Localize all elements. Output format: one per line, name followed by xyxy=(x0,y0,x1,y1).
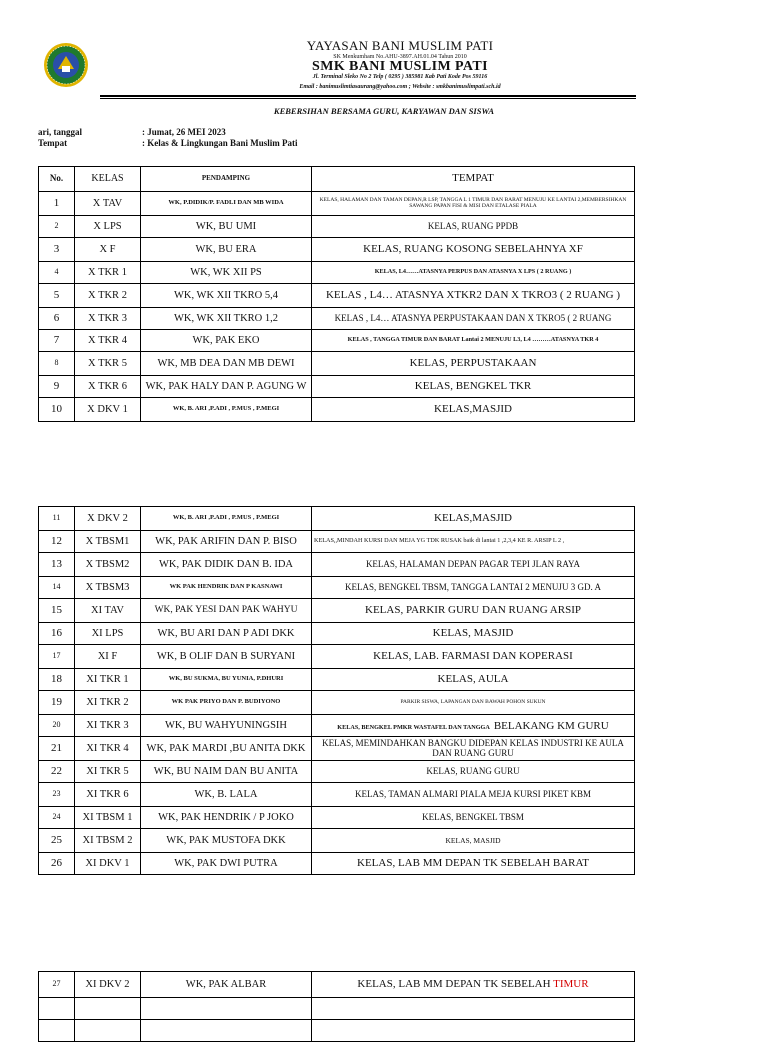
row-kelas: XI TKR 5 xyxy=(75,761,141,783)
row-pendamping: WK, MB DEA DAN MB DEWI xyxy=(141,352,312,376)
row-tempat: KELAS, PARKIR GURU DAN RUANG ARSIP xyxy=(312,599,635,623)
row-kelas: X TKR 5 xyxy=(75,352,141,376)
row-pendamping: WK, WK XII TKRO 1,2 xyxy=(141,308,312,330)
row-kelas: XI TKR 4 xyxy=(75,737,141,761)
row-pendamping: WK, B. ARI ,P.ADI , P.MUS , P.MEGI xyxy=(141,507,312,531)
table-row xyxy=(39,238,635,262)
row-kelas: X TAV xyxy=(75,192,141,216)
row-kelas xyxy=(75,998,141,1020)
header-no: No. xyxy=(39,167,75,192)
row-tempat: KELAS, RUANG GURU xyxy=(312,761,635,783)
row-kelas: XI TKR 2 xyxy=(75,691,141,715)
row-no: 15 xyxy=(39,599,75,623)
row-kelas: XI TBSM 2 xyxy=(75,829,141,853)
row-pendamping: WK, WK XII TKRO 5,4 xyxy=(141,284,312,308)
row-kelas: X TKR 3 xyxy=(75,308,141,330)
row-pendamping: WK PAK PRIYO DAN P. BUDIYONO xyxy=(141,691,312,715)
row-no: 16 xyxy=(39,623,75,645)
row-no: 22 xyxy=(39,761,75,783)
row-no: 27 xyxy=(39,972,75,998)
table-header-row xyxy=(39,167,635,192)
row-pendamping: WK, PAK MARDI ,BU ANITA DKK xyxy=(141,737,312,761)
row-no: 17 xyxy=(39,645,75,669)
row-pendamping: WK, PAK HALY DAN P. AGUNG W xyxy=(141,376,312,398)
row-tempat: KELAS,MASJID xyxy=(312,398,635,422)
row-kelas: XI TKR 1 xyxy=(75,669,141,691)
row-pendamping xyxy=(141,1020,312,1042)
letterhead xyxy=(0,0,768,100)
row-kelas: XI TKR 3 xyxy=(75,715,141,737)
row-pendamping: WK, PAK MUSTOFA DKK xyxy=(141,829,312,853)
row-no: 24 xyxy=(39,807,75,829)
school-contact: Email : banimuslimtiasaurang@yahoo.com ; Website : smkbanimuslimpati.sch.id xyxy=(299,84,501,90)
row-tempat: KELAS, HALAMAN DAN TAMAN DEPAN,R LSP, TANGGA L 1 TIMUR DAN BARAT MENUJU KE LANTAI 2,MEMBERSIHKAN SAWANG PAPAN FISI & MISI DAN ETALASE PIALA xyxy=(312,192,635,216)
row-no: 26 xyxy=(39,853,75,875)
table-row xyxy=(39,599,635,623)
row-no: 5 xyxy=(39,284,75,308)
row-tempat xyxy=(312,972,635,998)
row-tempat: KELAS , TANGGA TIMUR DAN BARAT Lantai 2 MENUJU L3, L4 ………ATASNYA TKR 4 xyxy=(312,330,635,352)
table-row xyxy=(39,262,635,284)
foundation-name: YAYASAN BANI MUSLIM PATI xyxy=(306,38,494,53)
table-row xyxy=(39,352,635,376)
row-no: 13 xyxy=(39,553,75,577)
day-date-value: : Jumat, 26 MEI 2023 xyxy=(142,127,226,137)
row-pendamping: WK, PAK YESI DAN PAK WAHYU xyxy=(141,599,312,623)
row-tempat: KELAS, LAB MM DEPAN TK SEBELAH BARAT xyxy=(312,853,635,875)
row-tempat-text: KELAS, LAB MM DEPAN TK SEBELAH xyxy=(357,977,554,990)
row-no: 12 xyxy=(39,531,75,553)
row-pendamping: WK, BU ERA xyxy=(141,238,312,262)
row-pendamping: WK PAK HENDRIK DAN P KASNAWI xyxy=(141,577,312,599)
row-pendamping: WK, BU ARI DAN P ADI DKK xyxy=(141,623,312,645)
row-kelas xyxy=(75,1020,141,1042)
table-row xyxy=(39,972,635,998)
table-row xyxy=(39,829,635,853)
row-no: 3 xyxy=(39,238,75,262)
school-address: Jl. Terminal Sleko No 2 Telp ( 0295 ) 385981 Kab Pati Kode Pos 59116 xyxy=(312,74,488,80)
row-no: 20 xyxy=(39,715,75,737)
row-tempat: KELAS, TAMAN ALMARI PIALA MEJA KURSI PIKET KBM xyxy=(312,783,635,807)
row-tempat: KELAS,,MINDAH KURSI DAN MEJA YG TDK RUSAK baik di lantai 1 ,2,3,4 KE R. ARSIP L 2 , xyxy=(312,531,635,553)
row-no: 11 xyxy=(39,507,75,531)
letterhead-divider xyxy=(100,95,636,97)
row-no: 18 xyxy=(39,669,75,691)
row-no: 10 xyxy=(39,398,75,422)
row-pendamping: WK, PAK DIDIK DAN B. IDA xyxy=(141,553,312,577)
row-no: 14 xyxy=(39,577,75,599)
row-tempat: KELAS,MASJID xyxy=(312,507,635,531)
row-pendamping: WK, WK XII PS xyxy=(141,262,312,284)
row-kelas: XI F xyxy=(75,645,141,669)
place-label: Tempat xyxy=(38,138,68,148)
roster-table-1 xyxy=(38,166,635,422)
row-pendamping xyxy=(141,998,312,1020)
table-row xyxy=(39,577,635,599)
row-kelas: XI LPS xyxy=(75,623,141,645)
row-kelas: X TBSM1 xyxy=(75,531,141,553)
row-tempat: KELAS , L4… ATASNYA XTKR2 DAN X TKRO3 ( 2 RUANG ) xyxy=(312,284,635,308)
table-row-empty xyxy=(39,1020,635,1042)
row-tempat: KELAS, HALAMAN DEPAN PAGAR TEPI JLAN RAYA xyxy=(312,553,635,577)
header-pendamping: PENDAMPING xyxy=(141,167,312,192)
table-row xyxy=(39,669,635,691)
row-tempat: KELAS, AULA xyxy=(312,669,635,691)
row-tempat: KELAS, MASJID xyxy=(312,829,635,853)
table-row-empty xyxy=(39,998,635,1020)
row-pendamping: WK, BU WAHYUNINGSIH xyxy=(141,715,312,737)
row-no: 9 xyxy=(39,376,75,398)
roster-table-3 xyxy=(38,971,635,1042)
row-tempat: KELAS, MEMINDAHKAN BANGKU DIDEPAN KELAS INDUSTRI KE AULA DAN RUANG GURU xyxy=(312,737,635,761)
row-tempat: KELAS, BENGKEL TKR xyxy=(312,376,635,398)
row-no: 23 xyxy=(39,783,75,807)
row-kelas: XI DKV 2 xyxy=(75,972,141,998)
document-title: KEBERSIHAN BERSAMA GURU, KARYAWAN DAN SISWA xyxy=(273,106,495,116)
row-kelas: X DKV 1 xyxy=(75,398,141,422)
header-tempat: TEMPAT xyxy=(312,167,635,192)
row-no: 8 xyxy=(39,352,75,376)
row-kelas: X LPS xyxy=(75,216,141,238)
header-kelas: KELAS xyxy=(75,167,141,192)
row-pendamping: WK, BU UMI xyxy=(141,216,312,238)
row-pendamping: WK, PAK DWI PUTRA xyxy=(141,853,312,875)
row-no: 19 xyxy=(39,691,75,715)
row-tempat: KELAS, RUANG PPDB xyxy=(312,216,635,238)
table-row xyxy=(39,376,635,398)
table-row xyxy=(39,807,635,829)
row-kelas: XI TAV xyxy=(75,599,141,623)
table-row xyxy=(39,216,635,238)
row-tempat: KELAS, RUANG KOSONG SEBELAHNYA XF xyxy=(312,238,635,262)
row-kelas: X TKR 6 xyxy=(75,376,141,398)
row-no: 6 xyxy=(39,308,75,330)
row-pendamping: WK, PAK ARIFIN DAN P. BISO xyxy=(141,531,312,553)
row-tempat: KELAS, PERPUSTAKAAN xyxy=(312,352,635,376)
row-no: 21 xyxy=(39,737,75,761)
letterhead-divider-thin xyxy=(100,98,636,99)
row-pendamping: WK, P.DIDIK/P. FADLI DAN MB WIDA xyxy=(141,192,312,216)
row-no xyxy=(39,998,75,1020)
table-row xyxy=(39,553,635,577)
school-logo-icon xyxy=(43,42,89,88)
row-tempat: PARKIR SISWA, LAPANGAN DAN BAWAH POHON SUKUN xyxy=(312,691,635,715)
row-tempat: KELAS, MASJID xyxy=(312,623,635,645)
row-kelas: XI DKV 1 xyxy=(75,853,141,875)
row-tempat-highlight: TIMUR xyxy=(553,977,589,990)
row-kelas: XI TBSM 1 xyxy=(75,807,141,829)
row-tempat xyxy=(312,1020,635,1042)
table-row xyxy=(39,715,635,737)
row-kelas: X F xyxy=(75,238,141,262)
row-no xyxy=(39,1020,75,1042)
row-tempat-large: BELAKANG KM GURU xyxy=(493,720,609,733)
row-kelas: X TKR 1 xyxy=(75,262,141,284)
row-pendamping: WK, B OLIF DAN B SURYANI xyxy=(141,645,312,669)
row-tempat: KELAS, L4……ATASNYA PERPUS DAN ATASNYA X LPS ( 2 RUANG ) xyxy=(312,262,635,284)
table-row xyxy=(39,531,635,553)
row-tempat: KELAS, BENGKEL TBSM xyxy=(312,807,635,829)
row-pendamping: WK, PAK EKO xyxy=(141,330,312,352)
table-row xyxy=(39,645,635,669)
row-kelas: X TKR 2 xyxy=(75,284,141,308)
row-kelas: XI TKR 6 xyxy=(75,783,141,807)
legal-registration: SK Menkumham No.AHU-3897.AH.01.04 Tahun 2010 xyxy=(333,54,467,60)
table-row xyxy=(39,308,635,330)
table-row xyxy=(39,192,635,216)
table-row xyxy=(39,853,635,875)
row-no: 1 xyxy=(39,192,75,216)
row-tempat xyxy=(312,998,635,1020)
row-pendamping: WK, PAK ALBAR xyxy=(141,972,312,998)
row-tempat xyxy=(312,715,635,737)
table-row xyxy=(39,623,635,645)
row-tempat: KELAS, LAB. FARMASI DAN KOPERASI xyxy=(312,645,635,669)
roster-table-2 xyxy=(38,506,635,875)
row-tempat-small: KELAS, BENGKEL PMKR WASTAFEL DAN TANGGA xyxy=(337,724,490,732)
day-date-label: ari, tanggal xyxy=(38,127,82,137)
table-row xyxy=(39,398,635,422)
school-name: SMK BANI MUSLIM PATI xyxy=(312,59,488,74)
row-kelas: X TBSM3 xyxy=(75,577,141,599)
table-row xyxy=(39,284,635,308)
row-tempat: KELAS, BENGKEL TBSM, TANGGA LANTAI 2 MENUJU 3 GD. A xyxy=(312,577,635,599)
row-no: 2 xyxy=(39,216,75,238)
table-row xyxy=(39,737,635,761)
row-kelas: X TBSM2 xyxy=(75,553,141,577)
row-pendamping: WK, B. ARI ,P.ADI , P.MUS , P.MEGI xyxy=(141,398,312,422)
row-pendamping: WK, BU SUKMA, BU YUNIA, P.DHURI xyxy=(141,669,312,691)
table-row xyxy=(39,507,635,531)
row-tempat: KELAS , L4… ATASNYA PERPUSTAKAAN DAN X TKRO5 ( 2 RUANG xyxy=(312,308,635,330)
place-value: : Kelas & Lingkungan Bani Muslim Pati xyxy=(142,138,298,148)
row-no: 25 xyxy=(39,829,75,853)
table-row xyxy=(39,330,635,352)
table-row xyxy=(39,691,635,715)
table-row xyxy=(39,783,635,807)
row-no: 4 xyxy=(39,262,75,284)
row-kelas: X TKR 4 xyxy=(75,330,141,352)
row-no: 7 xyxy=(39,330,75,352)
row-pendamping: WK, B. LALA xyxy=(141,783,312,807)
table-row xyxy=(39,761,635,783)
row-pendamping: WK, BU NAIM DAN BU ANITA xyxy=(141,761,312,783)
row-pendamping: WK, PAK HENDRIK / P JOKO xyxy=(141,807,312,829)
row-kelas: X DKV 2 xyxy=(75,507,141,531)
